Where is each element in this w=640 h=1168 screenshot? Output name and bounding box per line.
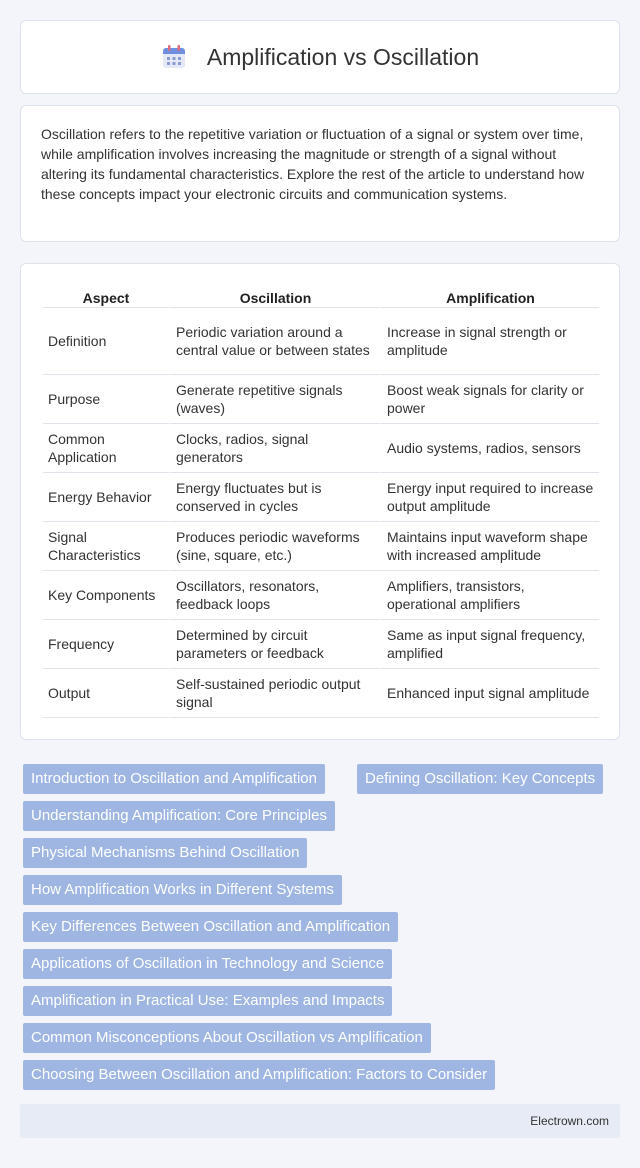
table-cell-aspect: Frequency — [43, 620, 169, 669]
topic-link-introduction[interactable]: Introduction to Oscillation and Amplification — [23, 764, 325, 794]
table-row — [43, 571, 599, 620]
table-row — [43, 375, 599, 424]
table-cell-amplification: Energy input required to increase output amplitude — [380, 473, 599, 522]
table-row — [43, 308, 599, 375]
table-cell-aspect: Signal Characteristics — [43, 522, 169, 571]
topic-link-common-misconceptions[interactable]: Common Misconceptions About Oscillation vs Amplification — [23, 1023, 431, 1053]
table-cell-amplification: Audio systems, radios, sensors — [380, 424, 599, 473]
table-row — [43, 620, 599, 669]
topic-link-understanding-amplification[interactable]: Understanding Amplification: Core Principles — [23, 801, 335, 831]
table-cell-amplification: Boost weak signals for clarity or power — [380, 375, 599, 424]
table-cell-oscillation: Self-sustained periodic output signal — [169, 669, 380, 718]
column-header-aspect: Aspect — [43, 286, 169, 308]
table-cell-oscillation: Energy fluctuates but is conserved in cycles — [169, 473, 380, 522]
intro-card — [20, 105, 620, 242]
footer-site-name: Electrown.com — [530, 1114, 609, 1128]
table-cell-aspect: Common Application — [43, 424, 169, 473]
table-cell-amplification: Enhanced input signal amplitude — [380, 669, 599, 718]
table-cell-oscillation: Oscillators, resonators, feedback loops — [169, 571, 380, 620]
topic-link-physical-mechanisms[interactable]: Physical Mechanisms Behind Oscillation — [23, 838, 307, 868]
table-cell-oscillation: Clocks, radios, signal generators — [169, 424, 380, 473]
table-cell-aspect: Key Components — [43, 571, 169, 620]
table-cell-oscillation: Determined by circuit parameters or feedback — [169, 620, 380, 669]
table-row — [43, 669, 599, 718]
topic-link-key-differences[interactable]: Key Differences Between Oscillation and Amplification — [23, 912, 398, 942]
topic-link-defining-oscillation[interactable]: Defining Oscillation: Key Concepts — [357, 764, 603, 794]
topic-link-how-amplification-works[interactable]: How Amplification Works in Different Systems — [23, 875, 342, 905]
page-title: Amplification vs Oscillation — [206, 43, 480, 70]
topic-link-choosing-between[interactable]: Choosing Between Oscillation and Amplification: Factors to Consider — [23, 1060, 495, 1090]
topic-link-applications-oscillation[interactable]: Applications of Oscillation in Technology and Science — [23, 949, 392, 979]
table-row — [43, 522, 599, 571]
table-cell-amplification: Amplifiers, transistors, operational amplifiers — [380, 571, 599, 620]
table-cell-oscillation: Periodic variation around a central value or between states — [169, 308, 380, 375]
table-cell-amplification: Same as input signal frequency, amplified — [380, 620, 599, 669]
table-header-row — [43, 286, 599, 308]
column-header-oscillation: Oscillation — [169, 286, 380, 308]
comparison-table — [43, 286, 599, 718]
intro-text: Oscillation refers to the repetitive variation or fluctuation of a signal or system over time, while amplification involves increasing the magnitude or strength of a signal without altering its fundamental characteristics. Explore the rest of the article to understand how these concepts impact your electronic circuits and communication systems. — [41, 126, 585, 202]
table-cell-oscillation: Produces periodic waveforms (sine, square, etc.) — [169, 522, 380, 571]
table-cell-aspect: Energy Behavior — [43, 473, 169, 522]
topic-link-amplification-practical-use[interactable]: Amplification in Practical Use: Examples and Impacts — [23, 986, 392, 1016]
comparison-table-card — [20, 263, 620, 740]
table-row — [43, 473, 599, 522]
table-cell-oscillation: Generate repetitive signals (waves) — [169, 375, 380, 424]
footer — [20, 1104, 620, 1138]
table-cell-amplification: Maintains input waveform shape with increased amplitude — [380, 522, 599, 571]
table-cell-amplification: Increase in signal strength or amplitude — [380, 308, 599, 375]
column-header-amplification: Amplification — [380, 286, 599, 308]
title-card — [20, 20, 620, 94]
table-row — [43, 424, 599, 473]
table-cell-aspect: Definition — [43, 308, 169, 375]
calendar-icon — [161, 44, 187, 70]
table-cell-aspect: Purpose — [43, 375, 169, 424]
table-cell-aspect: Output — [43, 669, 169, 718]
